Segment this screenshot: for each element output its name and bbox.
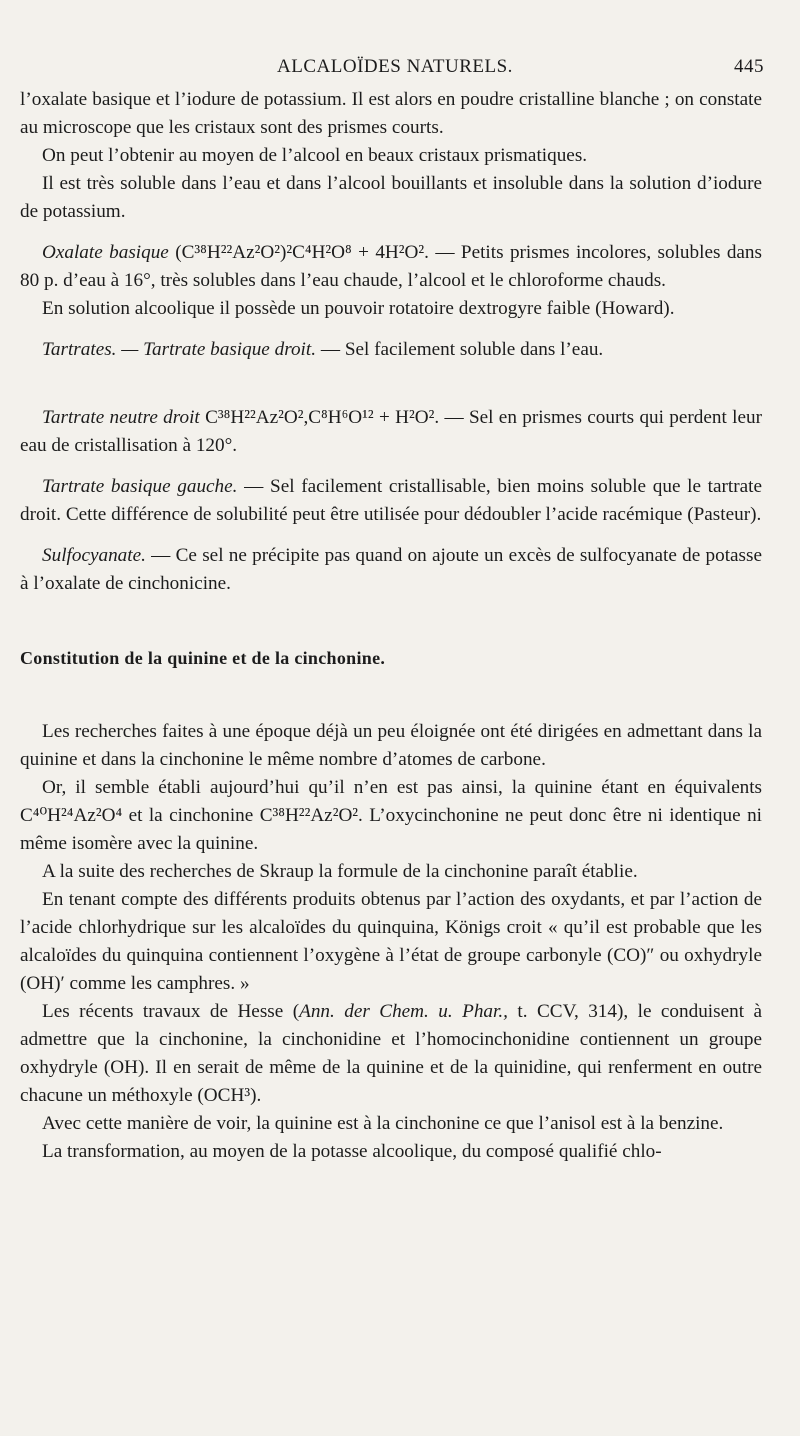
salt-description: — Sel en prismes courts qui perdent leur eau de cristallisation à 120°.: [20, 407, 763, 456]
paragraph-skraup: A la suite des recherches de Skraup la formule de la cinchonine paraît établie.: [42, 861, 638, 882]
salt-name: Tartrate neutre droit: [42, 407, 200, 428]
chemical-formula: C³⁸H²²Az²O²,C⁸H⁶O¹² + H²O².: [199, 407, 440, 428]
paragraph-oxalate-basique: [20, 239, 762, 295]
paragraph-oxalate-continuation: l’oxalate basique et l’iodure de potassium. Il est alors en poudre cristalline blanche ; on constate au microscope que les cristaux sont des prismes courts.: [20, 89, 762, 138]
salt-description: — Sel facilement cristallisable, bien moins soluble que le tartrate droit. Cette différence de solubilité peut être utilisée pour dédoubler l’acide racémique (Pasteur).: [20, 476, 763, 525]
salt-name: Tartrate basique gauche.: [42, 476, 238, 497]
section-heading: Constitution de la quinine et de la cinchonine.: [20, 648, 386, 668]
paragraph-carbon-atoms: Les recherches faites à une époque déjà un peu éloignée ont été dirigées en admettant dans la quinine et dans la cinchonine le même nombre d’atomes de carbone.: [20, 721, 762, 770]
page-body: [20, 86, 762, 1166]
paragraph-equivalents: Or, il semble établi aujourd’hui qu’il n’en est pas ainsi, la quinine étant en équivalents C⁴⁰H²⁴Az²O⁴ et la cinchonine C³⁸H²²Az²O². L’oxycinchonine ne peut donc être ni identique ni même isomère avec la quinine.: [20, 777, 762, 854]
paragraph-alcohol-crystals: On peut l’obtenir au moyen de l’alcool en beaux cristaux prismatiques.: [42, 145, 588, 166]
paragraph-tartrates: [20, 336, 762, 364]
salt-description: — Ce sel ne précipite pas quand on ajoute un excès de sulfocyanate de potasse à l’oxalate de cinchonicine.: [20, 545, 762, 594]
paragraph-anisol: Avec cette manière de voir, la quinine est à la cinchonine ce que l’anisol est à la benzine.: [42, 1113, 724, 1134]
paragraph-hesse: Les récents travaux de Hesse (Ann. der Chem. u. Phar., t. CCV, 314), le conduisent à admettre que la cinchonine, la cinchonidine et l’homocinchonidine contiennent un groupe oxhydryle (OH). Il en serait de même de la quinine et de la quinidine, qui renferment en outre chacune un méthoxyle (OCH³).: [20, 1001, 762, 1106]
running-header: [20, 50, 770, 80]
paragraph-tartrate-gauche: [20, 473, 762, 529]
salt-name: Oxalate basique: [42, 242, 169, 263]
paragraph-solubility: Il est très soluble dans l’eau et dans l’alcool bouillants et insoluble dans la solution d’iodure de potassium.: [20, 173, 762, 222]
citation-reference: Ann. der Chem. u. Phar.,: [299, 1001, 508, 1022]
salt-description: — Sel facilement soluble dans l’eau.: [316, 339, 604, 360]
page-number: 445: [734, 56, 764, 77]
paragraph-transformation: La transformation, au moyen de la potasse alcoolique, du composé qualifié chlo-: [42, 1141, 662, 1162]
paragraph-sulfocyanate: [20, 542, 762, 598]
salt-name: Tartrates. — Tartrate basique droit.: [42, 339, 317, 360]
salt-description: — Petits prismes incolores, solubles dans 80 p. d’eau à 16°, très solubles dans l’eau chaude, l’alcool et le chloroforme chauds.: [20, 242, 762, 291]
chemical-formula: (C³⁸H²²Az²O²)²C⁴H²O⁸ + 4H²O².: [175, 242, 429, 263]
paragraph-konigs: En tenant compte des différents produits obtenus par l’action des oxydants, et par l’action de l’acide chlorhydrique sur les alcaloïdes du quinquina, Königs croit « qu’il est probable que les alcaloïdes du quinquina contiennent l’oxygène à l’état de groupe carbonyle (CO)″ ou oxhydryle (OH)′ comme les camphres. »: [20, 889, 762, 994]
paragraph-rotatory-power: En solution alcoolique il possède un pouvoir rotatoire dextrogyre faible (Howard).: [42, 298, 675, 319]
paragraph-tartrate-neutre: [20, 404, 762, 460]
running-title: ALCALOÏDES NATURELS.: [277, 56, 513, 77]
salt-name: Sulfocyanate.: [42, 545, 146, 566]
